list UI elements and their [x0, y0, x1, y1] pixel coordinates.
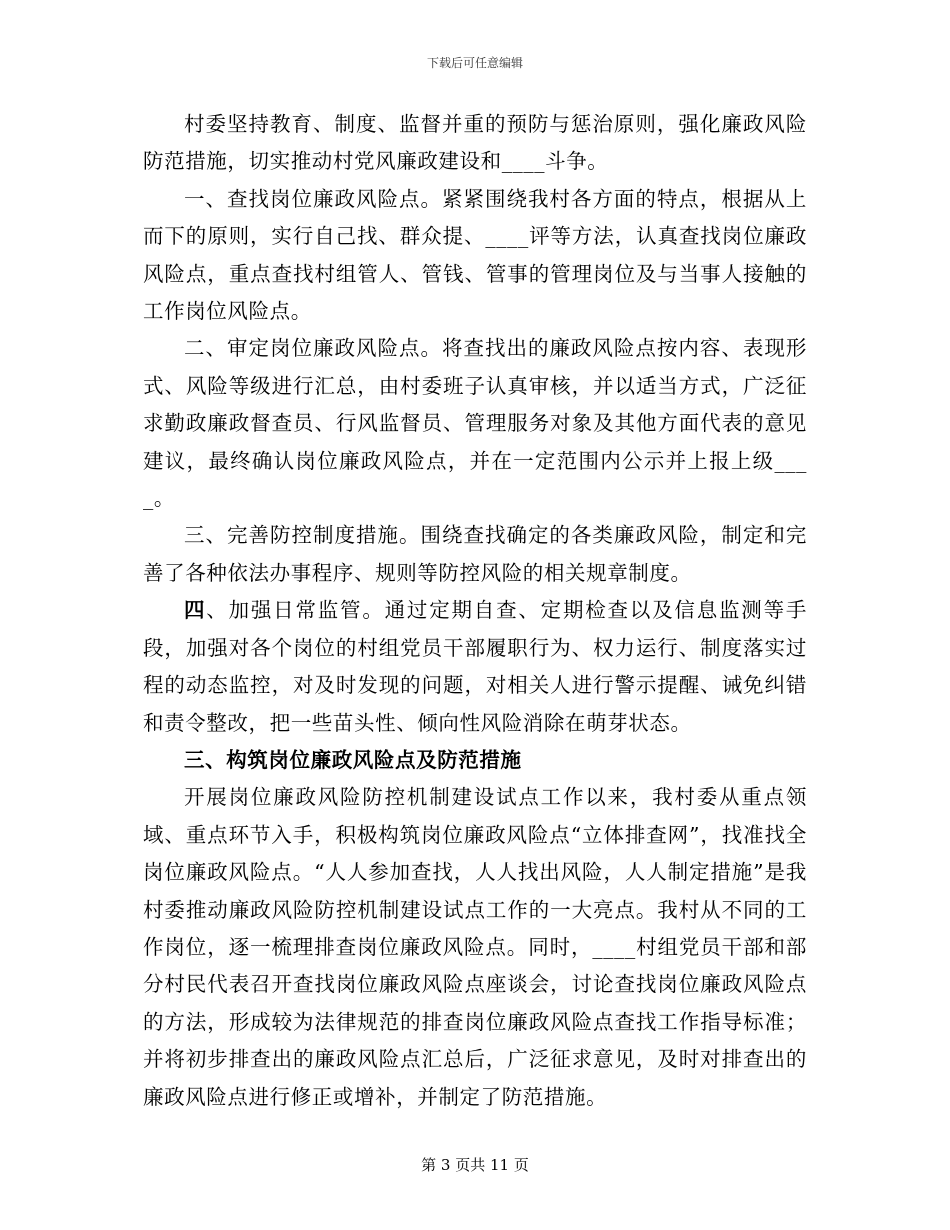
paragraph-daily-supervision-text: 、加强日常监管。通过定期自查、定期检查以及信息监测等手段，加强对各个岗位的村组党员干部履职行为、权力运行、制度落实过程的动态监控，对及时发现的问题，对相关人进行警示提醒、诫免纠错和责令整改，把一些苗头性、倾向性风险消除在萌芽状态。 — [143, 598, 807, 735]
paragraph-intro: 村委坚持教育、制度、监督并重的预防与惩治原则，强化廉政风险防范措施，切实推动村党风廉政建设和____斗争。 — [143, 112, 807, 174]
header-note: 下载后可任意编辑 — [426, 56, 523, 70]
paragraph-daily-supervision-number: 四 — [184, 598, 207, 623]
paragraph-review-risk-points: 二、审定岗位廉政风险点。将查找出的廉政风险点按内容、表现形式、风险等级进行汇总，由村委班子认真审核，并以适当方式，广泛征求勤政廉政督查员、行风监督员、管理服务对象及其他方面代表的意见建议，最终确认岗位廉政风险点，并在一定范围内公示并上报上级____。 — [143, 336, 807, 511]
paragraph-find-risk-points: 一、查找岗位廉政风险点。紧紧围绕我村各方面的特点，根据从上而下的原则，实行自己找、群众提、____评等方法，认真查找岗位廉政风险点，重点查找村组管人、管钱、管事的管理岗位及与当事人接触的工作岗位风险点。 — [143, 186, 807, 324]
document-body — [143, 106, 807, 1116]
page-number: 第 3 页共 11 页 — [421, 1156, 529, 1174]
paragraph-build-network: 开展岗位廉政风险防控机制建设试点工作以来，我村委从重点领域、重点环节入手，积极构筑岗位廉政风险点“立体排查网”，找准找全岗位廉政风险点。“人人参加查找，人人找出风险，人人制定措施”是我村委推动廉政风险防控机制建设试点工作的一大亮点。我村从不同的工作岗位，逐一梳理排查岗位廉政风险点。同时，____村组党员干部和部分村民代表召开查找岗位廉政风险点座谈会，讨论查找岗位廉政风险点的方法，形成较为法律规范的排查岗位廉政风险点查找工作指导标准；并将初步排查出的廉政风险点汇总后，广泛征求意见，及时对排查出的廉政风险点进行修正或增补，并制定了防范措施。 — [143, 785, 807, 1109]
paragraph-improve-measures: 三、完善防控制度措施。围绕查找确定的各类廉政风险，制定和完善了各种依法办事程序、规则等防控风险的相关规章制度。 — [143, 523, 807, 585]
paragraph-daily-supervision — [143, 592, 807, 742]
section-heading: 三、构筑岗位廉政风险点及防范措施 — [184, 747, 522, 772]
